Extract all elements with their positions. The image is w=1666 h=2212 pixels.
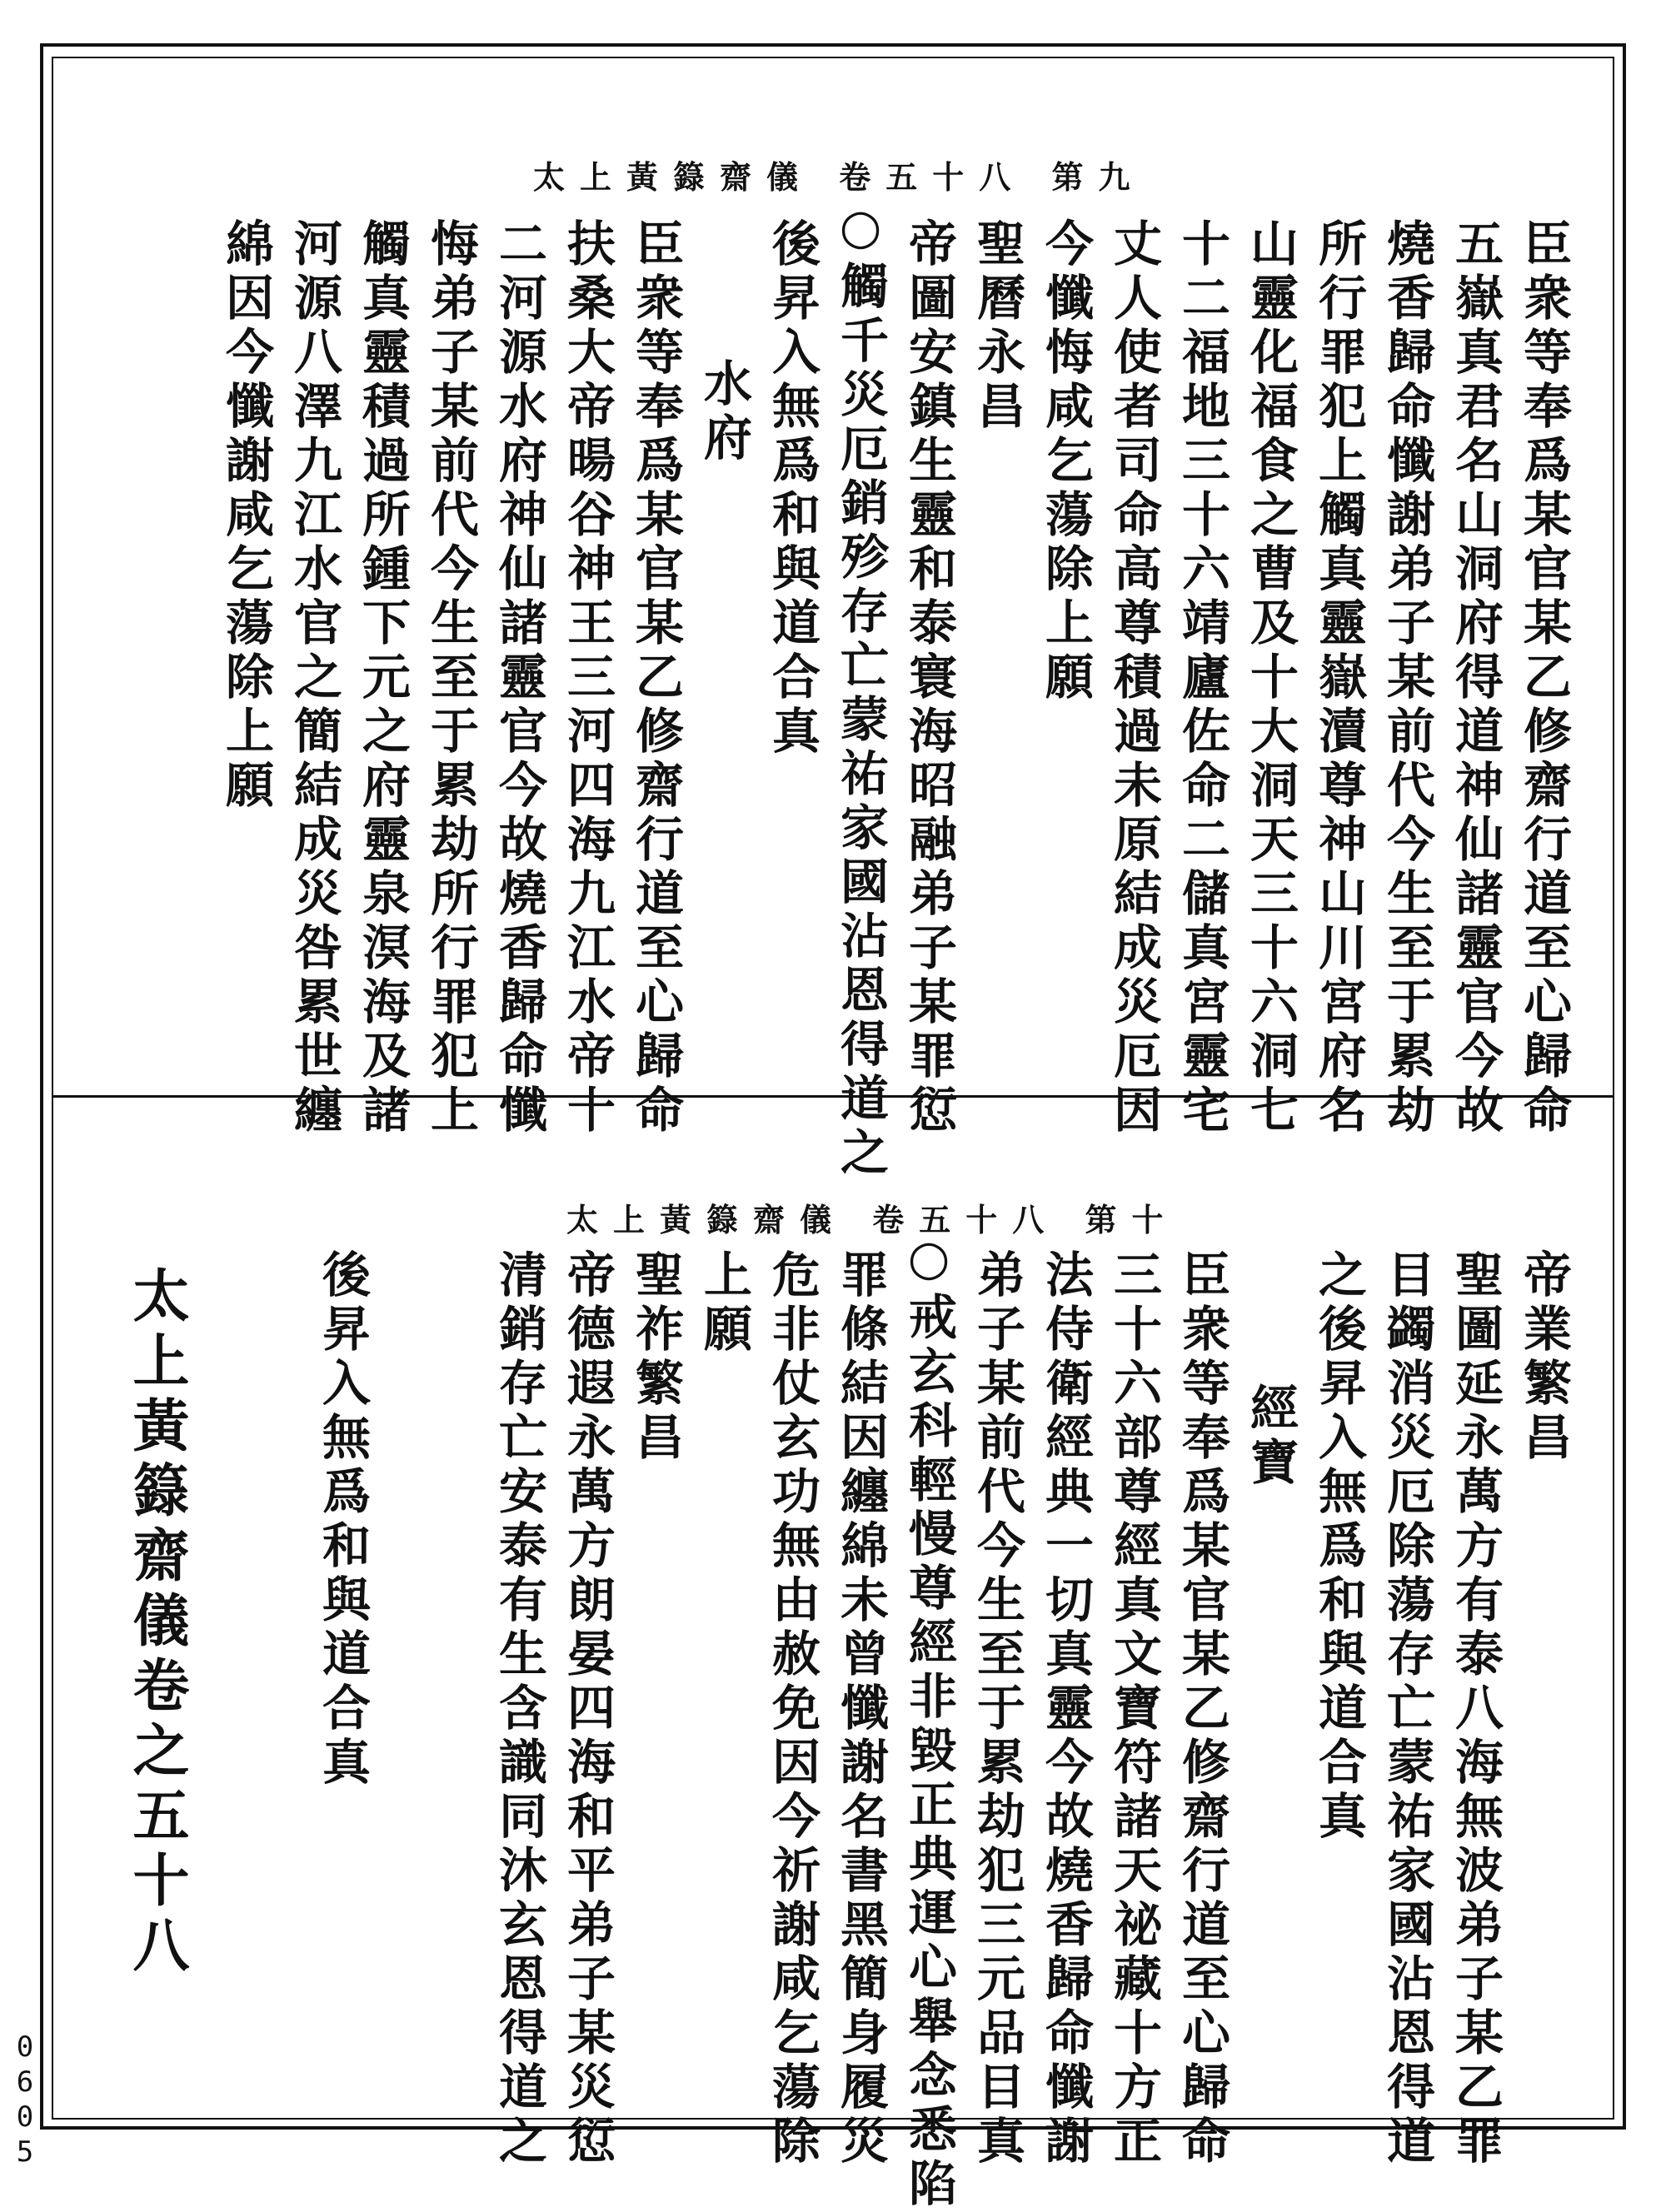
text-column: 帝業繁昌: [1515, 1249, 1572, 1466]
text-column: 今懺悔咸乞蕩除上願: [1037, 218, 1094, 705]
text-column: 丈人使者司命高尊積過未原結成災厄因: [1105, 218, 1162, 1138]
text-column: 清銷存亡安泰有生含識同沐玄恩得道之: [491, 1249, 547, 2170]
text-column: 聖圖延永萬方有泰八海無波弟子某乙罪: [1447, 1249, 1504, 2170]
text-column: 之後昇入無爲和與道合真: [1310, 1249, 1367, 1845]
text-column: 臣衆等奉爲某官某乙修齋行道至心歸命: [1174, 1249, 1230, 2170]
text-column: 聖曆永昌: [969, 218, 1025, 435]
text-column: 帝圖安鎮生靈和泰寰海昭融弟子某罪愆: [900, 218, 957, 1138]
text-column: 所行罪犯上觸真靈嶽瀆尊神山川宮府名: [1310, 218, 1367, 1138]
text-column: 臣衆等奉爲某官某乙修齋行道至心歸命: [1515, 218, 1572, 1138]
text-column: 二河源水府神仙諸靈官今故燒香歸命懺: [491, 218, 547, 1138]
text-column: 後昇入無爲和與道合真: [314, 1249, 371, 1791]
text-column: 弟子某前代今生至于累劫犯三元品目真: [969, 1249, 1025, 2170]
text-column: 臣衆等奉爲某官某乙修齋行道至心歸命: [627, 218, 684, 1138]
text-column: 後昇入無爲和與道合真: [764, 218, 821, 760]
text-column: 危非仗玄功無由赦免因今祈謝咸乞蕩除: [764, 1249, 821, 2170]
section-heading: 水府: [696, 358, 752, 466]
text-column: 河源八澤九江水官之簡結成災咎累世纏: [286, 218, 342, 1138]
top-header: 太上黃籙齋儀 卷五十八 第九: [533, 158, 1145, 196]
book-title: 太上黃籙齋儀卷之五十八: [123, 1266, 190, 1980]
text-column: 山靈化福食之曹及十大洞天三十六洞七: [1242, 218, 1299, 1138]
text-column: 罪條結因纏綿未曾懺謝名書黑簡身履災: [832, 1249, 889, 2170]
text-column: 上願: [696, 1249, 752, 1358]
text-column: 燒香歸命懺謝弟子某前代今生至于累劫: [1379, 218, 1435, 1138]
text-column: 帝德遐永萬方朗晏四海和平弟子某災愆: [559, 1249, 616, 2170]
text-column: 扶桑大帝暘谷神王三河四海九江水帝十: [559, 218, 616, 1138]
text-column: 三十六部尊經真文寶符諸天祕藏十方正: [1105, 1249, 1162, 2170]
text-column: 五嶽真君名山洞府得道神仙諸靈官今故: [1447, 218, 1504, 1138]
text-column: 綿因今懺謝咸乞蕩除上願: [217, 218, 274, 814]
text-column: ○戒玄科輕慢尊經非毀正典運心舉念悉陷: [900, 1229, 957, 2212]
text-column: 目蠲消災厄除蕩存亡蒙祐家國沾恩得道: [1379, 1249, 1435, 2170]
text-column: 法侍衛經典一切真靈今故燒香歸命懺謝: [1037, 1249, 1094, 2170]
text-column: 悔弟子某前代今生至于累劫所行罪犯上: [422, 218, 479, 1138]
text-column: ○觸千災厄銷殄存亡蒙祐家國沾恩得道之: [832, 198, 889, 1181]
text-column: 觸真靈積過所鍾下元之府靈泉溟海及諸: [354, 218, 411, 1138]
text-column: 十二福地三十六靖廬佐命二儲真宮靈宅: [1174, 218, 1230, 1138]
text-column: 聖祚繁昌: [627, 1249, 684, 1466]
page-number: 0605: [8, 2030, 42, 2170]
section-heading: 經寶: [1242, 1382, 1299, 1491]
bottom-header: 太上黃籙齋儀 卷五十八 第十: [566, 1201, 1179, 1238]
